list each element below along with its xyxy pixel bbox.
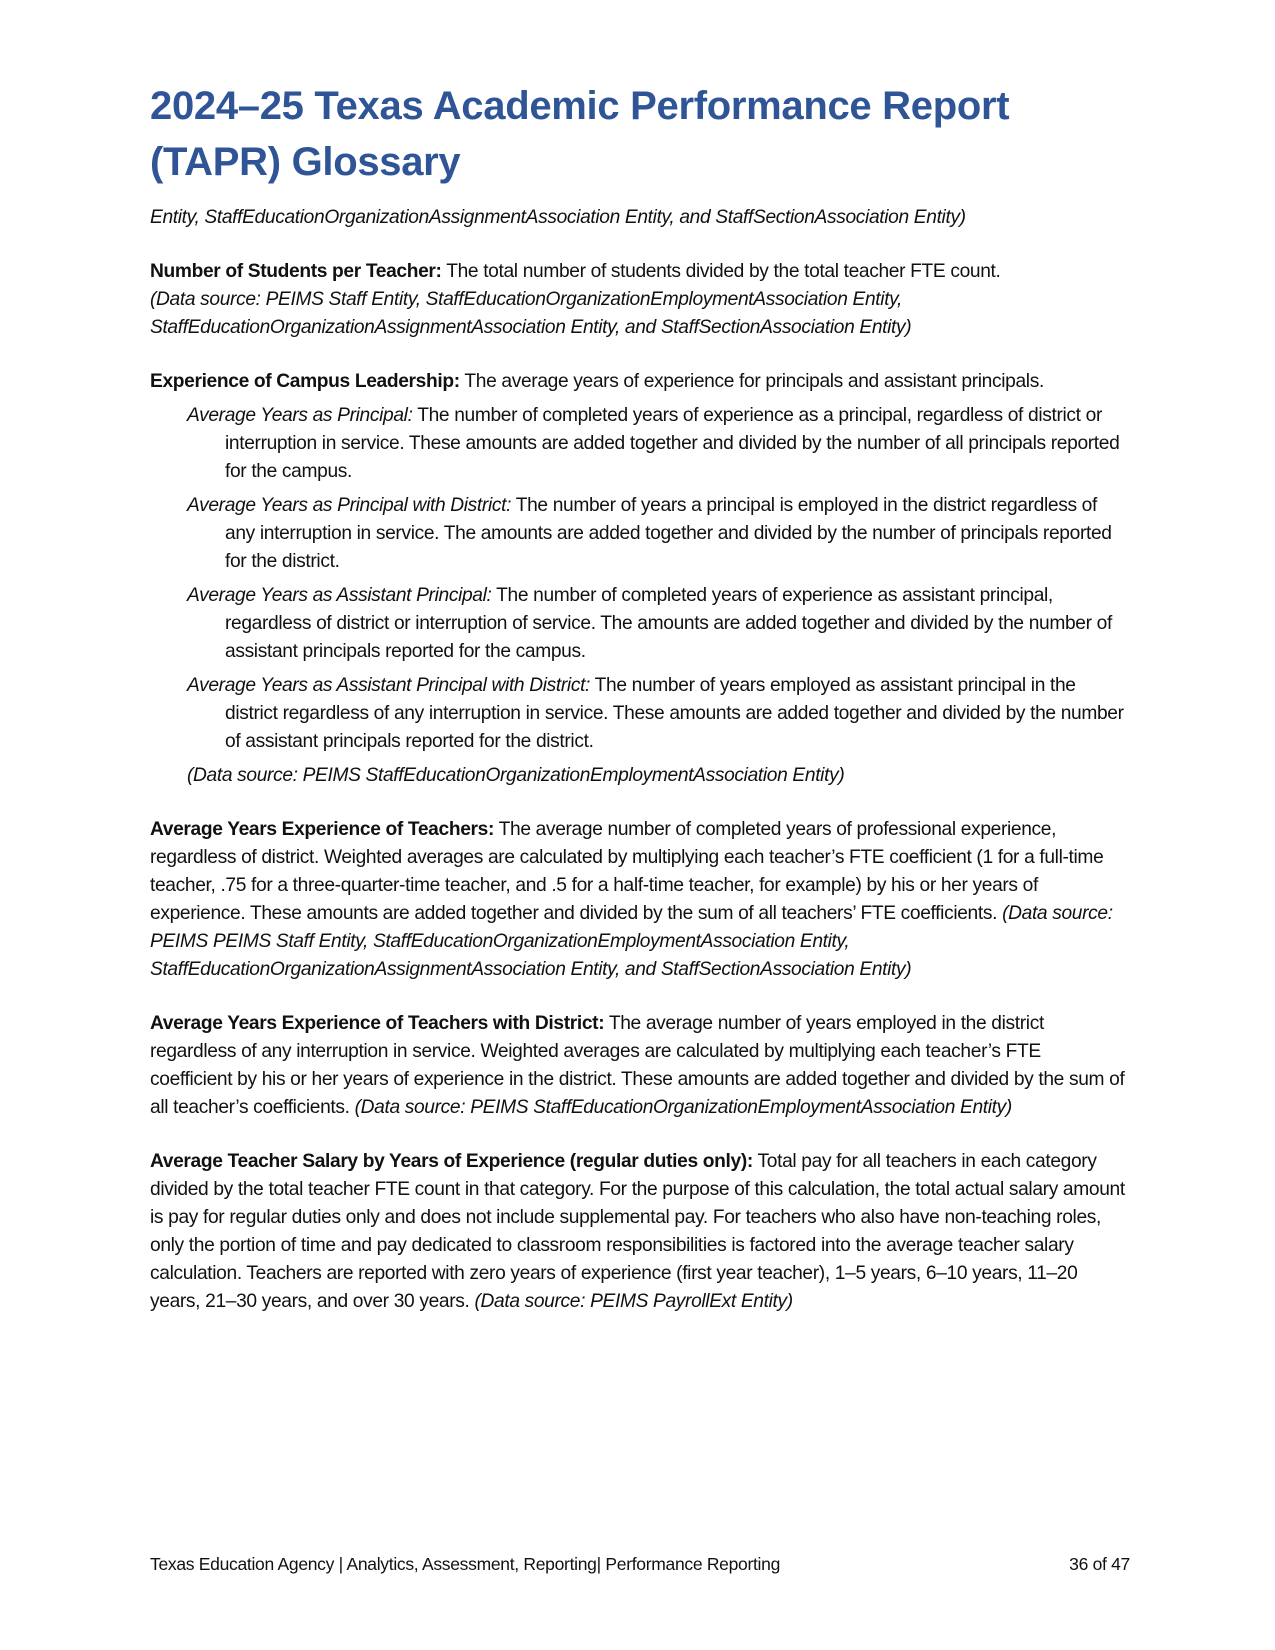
glossary-entry-campus-leadership: [150, 368, 1125, 790]
glossary-definition: The average years of experience for principals and assistant principals.: [459, 371, 1044, 392]
continued-data-source: Entity, StaffEducationOrganizationAssignmentAssociation Entity, and StaffSectionAssociation Entity): [150, 207, 966, 228]
glossary-entry-students-per-teacher: [150, 258, 1125, 342]
sub-term: Average Years as Assistant Principal:: [187, 585, 492, 606]
sub-definition-list: [150, 402, 1125, 790]
sub-definition: The number of years a principal is employed in the district regardless of any interruption in service. The amounts are added together and divided by the number of principals reported for the district.: [225, 495, 1112, 572]
glossary-term: Average Teacher Salary by Years of Experience (regular duties only):: [150, 1151, 753, 1172]
data-source: (Data source: PEIMS StaffEducationOrganizationEmploymentAssociation Entity): [187, 765, 845, 786]
glossary-term: Number of Students per Teacher:: [150, 261, 442, 282]
sub-term: Average Years as Principal with District:: [187, 495, 512, 516]
glossary-entry-teacher-salary: [150, 1148, 1125, 1316]
page-title-line1: 2024–25 Texas Academic Performance Report: [150, 84, 1010, 128]
page-title: [150, 78, 1125, 190]
data-source: (Data source: PEIMS StaffEducationOrganizationEmploymentAssociation Entity): [354, 1097, 1012, 1118]
sub-term: Average Years as Principal:: [187, 405, 413, 426]
glossary-definition: The average number of completed years of professional experience, regardless of district. Weighted averages are calculated by multiplying each teacher’s FTE coefficient (1 for a full-time teacher, .75 for a three-quarter-time teacher, and .5 for a half-time teacher, for example) by his or her years of experience. These amounts are added together and divided by the sum of all teachers’ FTE coefficients.: [150, 819, 1104, 924]
glossary-entry-teacher-experience-district: [150, 1010, 1125, 1122]
page-content: [150, 78, 1125, 1342]
sub-term: Average Years as Assistant Principal with District:: [187, 675, 591, 696]
glossary-entry-intro: [150, 368, 1125, 396]
footer-text: Texas Education Agency | Analytics, Assessment, Reporting| Performance Reporting: [150, 1554, 781, 1574]
glossary-entry-teacher-experience: [150, 816, 1125, 984]
sub-definition: The number of completed years of experience as assistant principal, regardless of district or interruption of service. The amounts are added together and divided by the number of assistant principals reported for the campus.: [225, 585, 1112, 662]
glossary-definition: The average number of years employed in the district regardless of any interruption in service. Weighted averages are calculated by multiplying each teacher’s FTE coefficient by his or her years of experience in the district. These amounts are added together and divided by the sum of all teacher’s coefficients.: [150, 1013, 1125, 1118]
sub-definition: The number of completed years of experience as a principal, regardless of district or interruption in service. These amounts are added together and divided by the number of all principals reported for the campus.: [225, 405, 1120, 482]
page-number: 36 of 47: [1069, 1554, 1130, 1574]
data-source: (Data source: PEIMS PayrollExt Entity): [474, 1291, 793, 1312]
glossary-definition: Total pay for all teachers in each category divided by the total teacher FTE count in that category. For the purpose of this calculation, the total actual salary amount is pay for regular duties only and does not include supplemental pay. For teachers who also have non-teaching roles, only the portion of time and pay dedicated to classroom responsibilities is factored into the average teacher salary calculation. Teachers are reported with zero years of experience (first year teacher), 1–5 years, 6–10 years, 11–20 years, 21–30 years, and over 30 years.: [150, 1151, 1125, 1312]
glossary-term: Average Years Experience of Teachers:: [150, 819, 494, 840]
glossary-term: Experience of Campus Leadership:: [150, 371, 460, 392]
glossary-definition: The total number of students divided by the total teacher FTE count.: [441, 261, 1001, 282]
data-source: (Data source: PEIMS Staff Entity, StaffEducationOrganizationEmploymentAssociation Entity, StaffEducationOrganizationAssignmentAssociation Entity, and StaffSectionAssociation Entity): [150, 289, 912, 338]
sub-definition-item: [150, 492, 1125, 576]
sub-definition: The number of years employed as assistant principal in the district regardless of any interruption in service. These amounts are added together and divided by the number of assistant principals reported for the district.: [225, 675, 1124, 752]
sub-definition-item: [150, 672, 1125, 756]
sub-definition-item: [150, 402, 1125, 486]
page-title-line2: (TAPR) Glossary: [150, 140, 461, 184]
page-footer: [150, 1553, 1130, 1575]
data-source: (Data source: PEIMS PEIMS Staff Entity, StaffEducationOrganizationEmploymentAssociation Entity, StaffEducationOrganizationAssignmentAssociation Entity, and StaffSectionAssociation Entity): [150, 903, 1113, 980]
glossary-term: Average Years Experience of Teachers with District:: [150, 1013, 605, 1034]
sub-definition-item: [150, 582, 1125, 666]
